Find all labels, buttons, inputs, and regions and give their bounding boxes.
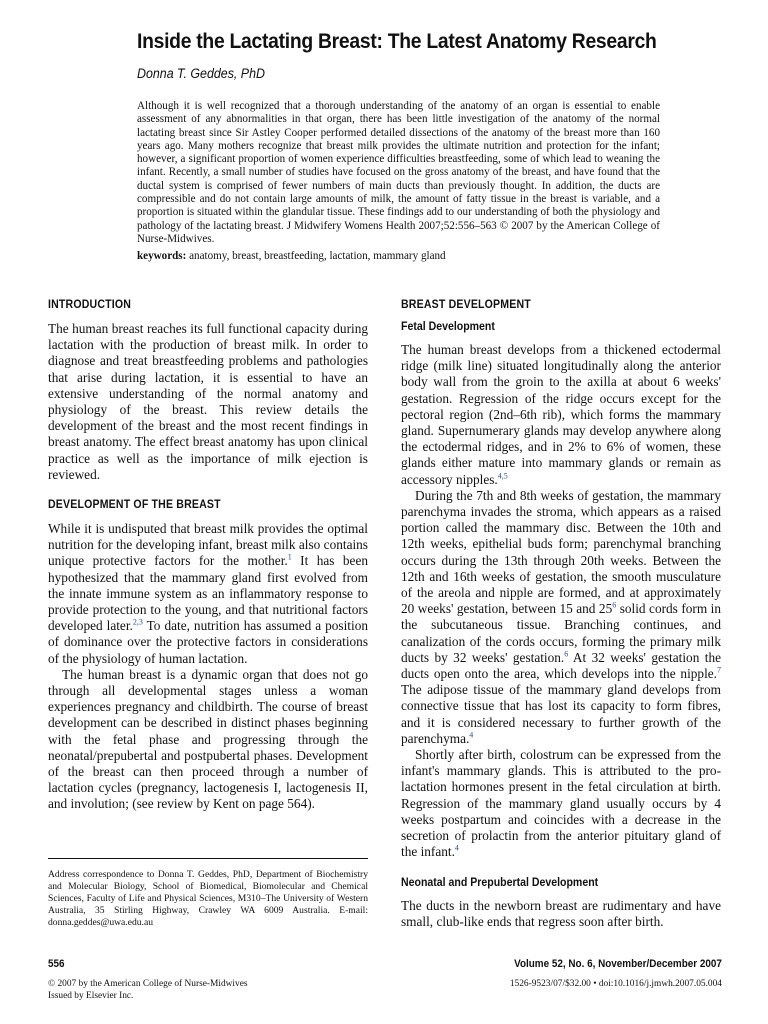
keywords-list: anatomy, breast, breastfeeding, lactation, mammary gland: [189, 250, 446, 262]
heading-introduction: INTRODUCTION: [48, 297, 132, 311]
page-number: 556: [48, 958, 65, 970]
heading-development: DEVELOPMENT OF THE BREAST: [48, 497, 221, 512]
fetal-paragraph-1: The human breast develops from a thickened ectodermal ridge (milk line) situated longitudinally along the anterior body wall from the groin to the axilla at about 6 weeks' gestation. Regression of the ridge occurs except for the pectoral region (2nd–6th rib), which forms the mammary gland. Supernumerary glands may develop anywhere along the ectodermal ridges, and in 2% to 6% of women, these glands either mature into mammary glands or remain as accessory nipples.$^{4,5}$: [401, 342, 721, 487]
reference-link[interactable]: 6: [564, 649, 569, 659]
reference-link[interactable]: 4,5: [497, 471, 508, 481]
reference-link[interactable]: 7: [717, 665, 721, 675]
subheading-neonatal-development: Neonatal and Prepubertal Development: [401, 874, 599, 889]
keywords-label: keywords:: [137, 250, 187, 262]
author-name: Donna T. Geddes, PhD: [137, 66, 265, 81]
footnote-divider: [48, 858, 368, 859]
reference-link[interactable]: 1: [287, 553, 292, 563]
journal-volume: Volume 52, No. 6, November/December 2007: [514, 958, 722, 970]
right-column: [401, 297, 721, 930]
copyright-notice: © 2007 by the American College of Nurse-Midwives Issued by Elsevier Inc.: [48, 979, 248, 1001]
subheading-fetal-development: Fetal Development: [401, 319, 495, 333]
abstract: Although it is well recognized that a thorough understanding of the anatomy of an organ is essential to enable assessment of any abnormalities in that organ, there has been little investigation of the anatomy of the normal lactating breast since Sir Astley Cooper performed detailed dissections of the anatomy of the breast more than 160 years ago. Many mothers recognize that breast milk provides the ultimate nutrition and protection for the infant; however, a significant proportion of women experience difficulties breastfeeding, some of which lead to weaning the infant. Recently, a small number of studies have focused on the gross anatomy of the breast, and have found that the ductal system is comprised of fewer numbers of main ducts than previously thought. In addition, the ducts are compressible and do not contain large amounts of milk, the amount of fatty tissue in the breast is variable, and a proportion is situated within the glandular tissue. These findings add to our understanding of both the physiology and pathology of the lactating breast. J Midwifery Womens Health 2007;52:556–563 © 2007 by the American College of Nurse-Midwives.: [137, 100, 660, 245]
neonatal-paragraph: The ducts in the newborn breast are rudimentary and have small, club-like ends that regress soon after birth.: [401, 897, 721, 929]
doi-line: 1526-9523/07/$32.00 • doi:10.1016/j.jmwh.2007.05.004: [509, 979, 722, 989]
reference-link[interactable]: 6: [612, 600, 617, 610]
reference-link[interactable]: 4: [469, 730, 474, 740]
intro-paragraph: The human breast reaches its full functional capacity during lactation with the production of breast milk. In order to diagnose and treat breastfeeding problems and pathologies that arise during lactation, it is essential to have an extensive understanding of the normal anatomy and physiology of the breast. This review details the development of the breast and the most recent findings in breast anatomy. The effect breast anatomy has upon clinical practice as well as the importance of milk ejection is reviewed.: [48, 321, 368, 482]
fetal-paragraph-2: During the 7th and 8th weeks of gestation, the mammary parenchyma invades the stroma, which appears as a raised portion called the mammary disc. Between the 10th and 12th weeks, epithelial buds form; parenchymal branching occurs during the 13th through 20th weeks. Between the 12th and 16th weeks of gestation, the smooth musculature of the areola and nipple are formed, and at approximately 20 weeks' gestation, between 15 and $25^6$ solid cords form in the subcutaneous tissue. Branching continues, and canalization of the cords occurs, forming the primary milk ducts by 32 weeks' gestation.$^6$ At 32 weeks' gestation the ducts open onto the area, which develops into the nipple.$^7$ The adipose tissue of the mammary gland develops from connective tissue that has lost its capacity to form fibres, and it is considered necessary to further growth of the parenchyma.$^4$: [401, 487, 721, 746]
heading-breast-development: BREAST DEVELOPMENT: [401, 297, 531, 311]
keywords: [137, 250, 660, 263]
development-paragraph-2: The human breast is a dynamic organ that does not go through all developmental stages unless a woman experiences pregnancy and childbirth. The course of breast development can be described in distinct phases beginning with the fetal phase and progressing through the neonatal/prepubertal and postpubertal phases. Development of the breast can then proceed through a number of lactation cycles (pregnancy, lactogenesis I, lactogenesis II, and involution; (see review by Kent on page 564).: [48, 666, 368, 812]
left-column: [48, 297, 368, 813]
article-title: Inside the Lactating Breast: The Latest Anatomy Research: [137, 30, 657, 53]
fetal-paragraph-3: Shortly after birth, colostrum can be expressed from the infant's mammary glands. This is attributed to the pro-lactation hormones present in the fetal circulation at birth. Regression of the mammary gland usually occurs by 4 weeks postpartum and coincides with a decrease in the secretion of prolactin from the anterior pituitary gland of the infant.$^4$: [401, 747, 721, 860]
correspondence-footnote: Address correspondence to Donna T. Geddes, PhD, Department of Biochemistry and Molecular Biology, School of Biomedical, Biomolecular and Chemical Sciences, Faculty of Life and Physical Sciences, M310–The University of Western Australia, 35 Stirling Highway, Crawley WA 6009 Australia. E-mail: donna.geddes@uwa.edu.au: [48, 869, 368, 928]
development-paragraph-1: While it is undisputed that breast milk provides the optimal nutrition for the developing infant, breast milk also contains unique protective factors for the mother.$^1$ It has been hypothesized that the mammary gland first evolved from the innate immune system as an inflammatory response to provide protection to the young, and that nutritional factors developed later.$^{2,3}$ To date, nutrition has assumed a position of dominance over the protective factors in considerations of the physiology of human lactation.: [48, 521, 369, 666]
reference-link[interactable]: 4: [454, 843, 459, 853]
reference-link[interactable]: 2,3: [132, 617, 143, 627]
